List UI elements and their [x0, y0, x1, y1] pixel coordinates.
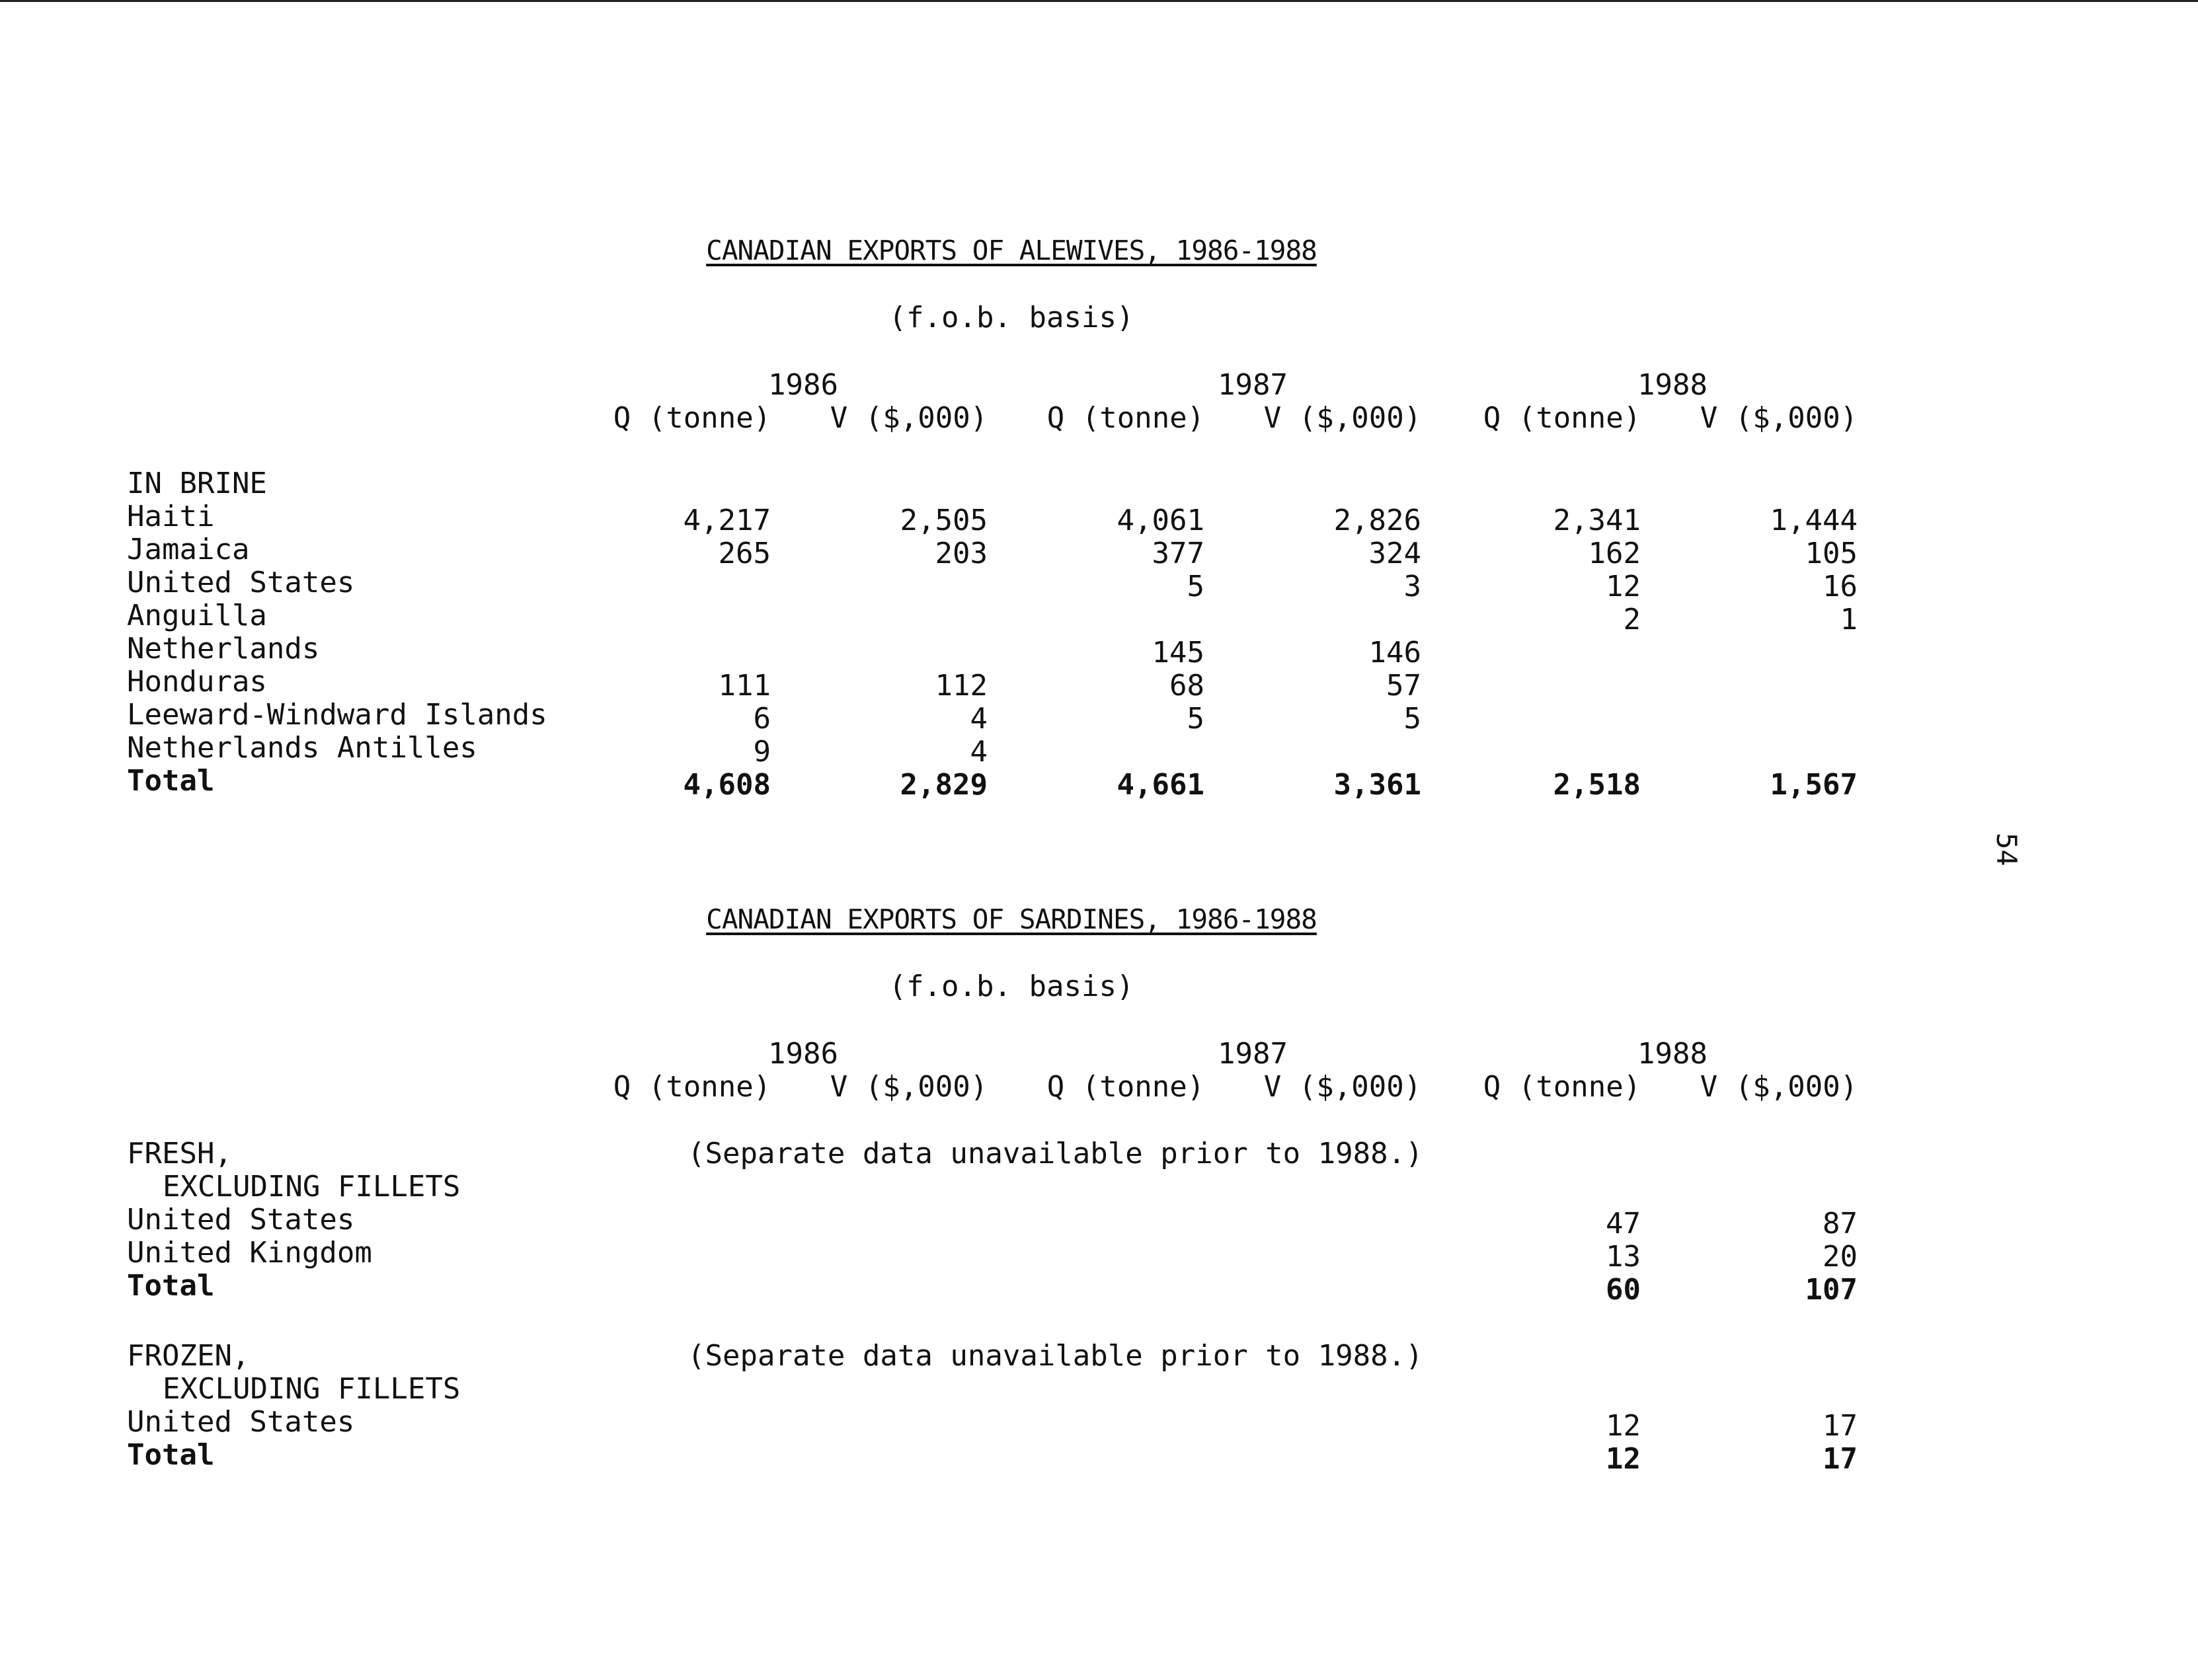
sardines-fresh-label: FRESH,: [127, 1137, 232, 1170]
sardines-fresh-cell: 13: [1606, 1240, 1641, 1274]
alewives-cell: 4: [970, 735, 988, 769]
alewives-cell: 2,341: [1553, 504, 1641, 537]
alewives-cell: 112: [935, 669, 988, 703]
alewives-cell: 1: [1840, 603, 1858, 636]
alewives-q-header-1988: Q (tonne): [1483, 401, 1641, 435]
alewives-cell: 5: [1187, 702, 1204, 736]
sardines-fresh-total-label: Total: [127, 1269, 215, 1303]
sardines-v-header-1988: V ($,000): [1700, 1070, 1858, 1104]
sardines-subtitle: (f.o.b. basis): [888, 970, 1134, 1003]
sardines-fresh-row-label: United States: [127, 1203, 355, 1237]
alewives-row-label: Leeward-Windward Islands: [127, 698, 547, 732]
sardines-fresh-total-cell: 60: [1606, 1273, 1641, 1307]
sardines-v-header-1987: V ($,000): [1263, 1070, 1422, 1104]
sardines-frozen-total-label: Total: [127, 1438, 215, 1472]
alewives-cell: 9: [753, 735, 771, 769]
alewives-cell: 1,444: [1770, 504, 1858, 537]
sardines-year-1987: 1987: [1218, 1037, 1288, 1071]
sardines-fresh-cell: 47: [1606, 1207, 1641, 1241]
alewives-subtitle: (f.o.b. basis): [888, 301, 1134, 334]
sardines-frozen-cell: 12: [1606, 1409, 1641, 1443]
alewives-row-label: Honduras: [127, 665, 267, 699]
sardines-q-header-1988: Q (tonne): [1483, 1070, 1641, 1104]
alewives-cell: 324: [1368, 537, 1421, 570]
alewives-total-cell: 3,361: [1333, 768, 1421, 802]
alewives-row-label: Netherlands: [127, 632, 320, 666]
alewives-cell: 3: [1403, 570, 1421, 603]
sardines-year-1986: 1986: [768, 1037, 838, 1071]
alewives-cell: 12: [1606, 570, 1641, 603]
alewives-year-1986: 1986: [768, 368, 838, 402]
alewives-cell: 4: [970, 702, 988, 736]
alewives-cell: 203: [935, 537, 988, 570]
alewives-q-header-1987: Q (tonne): [1046, 401, 1205, 435]
alewives-cell: 6: [753, 702, 771, 736]
alewives-v-header-1988: V ($,000): [1700, 401, 1858, 435]
alewives-cell: 5: [1187, 570, 1204, 603]
alewives-cell: 57: [1386, 669, 1421, 703]
alewives-q-header-1986: Q (tonne): [613, 401, 771, 435]
page-number: 54: [1990, 833, 2023, 866]
sardines-v-header-1986: V ($,000): [830, 1070, 988, 1104]
sardines-fresh-note: (Separate data unavailable prior to 1988.): [687, 1137, 1423, 1170]
sardines-fresh-sublabel: EXCLUDING FILLETS: [163, 1170, 461, 1203]
sardines-title: CANADIAN EXPORTS OF SARDINES, 1986-1988: [706, 903, 1317, 935]
sardines-q-header-1987: Q (tonne): [1046, 1070, 1205, 1104]
sardines-fresh-row-label: United Kingdom: [127, 1236, 372, 1270]
sardines-frozen-total-cell: 17: [1823, 1442, 1858, 1476]
sardines-year-1988: 1988: [1637, 1037, 1707, 1071]
alewives-cell: 162: [1588, 537, 1641, 570]
alewives-cell: 16: [1823, 570, 1858, 603]
alewives-cell: 4,217: [683, 504, 771, 537]
top-border-line: [0, 0, 2198, 2]
sardines-frozen-total-cell: 12: [1606, 1442, 1641, 1476]
alewives-cell: 2: [1623, 603, 1641, 636]
alewives-year-1987: 1987: [1218, 368, 1288, 402]
alewives-total-cell: 2,829: [900, 768, 988, 802]
alewives-cell: 145: [1152, 636, 1204, 669]
alewives-cell: 4,061: [1117, 504, 1204, 537]
alewives-title: CANADIAN EXPORTS OF ALEWIVES, 1986-1988: [706, 235, 1317, 266]
alewives-cell: 2,826: [1333, 504, 1421, 537]
alewives-cell: 146: [1368, 636, 1421, 669]
alewives-row-label: Netherlands Antilles: [127, 731, 477, 765]
alewives-total-cell: 2,518: [1553, 768, 1641, 802]
sardines-fresh-cell: 20: [1823, 1240, 1858, 1274]
alewives-cell: 105: [1805, 537, 1858, 570]
alewives-v-header-1987: V ($,000): [1263, 401, 1422, 435]
alewives-total-label: Total: [127, 764, 215, 798]
alewives-cell: 68: [1169, 669, 1204, 703]
alewives-total-cell: 4,608: [683, 768, 771, 802]
sardines-frozen-sublabel: EXCLUDING FILLETS: [163, 1372, 461, 1406]
alewives-row-label: Anguilla: [127, 599, 267, 632]
sardines-fresh-cell: 87: [1823, 1207, 1858, 1241]
alewives-section-label: IN BRINE: [127, 467, 267, 500]
sardines-fresh-total-cell: 107: [1805, 1273, 1858, 1307]
sardines-frozen-label: FROZEN,: [127, 1339, 250, 1373]
alewives-cell: 111: [718, 669, 771, 703]
alewives-year-1988: 1988: [1637, 368, 1707, 402]
alewives-row-label: Jamaica: [127, 533, 250, 566]
alewives-cell: 265: [718, 537, 771, 570]
sardines-frozen-note: (Separate data unavailable prior to 1988.): [687, 1339, 1423, 1373]
alewives-row-label: Haiti: [127, 500, 215, 533]
sardines-q-header-1986: Q (tonne): [613, 1070, 771, 1104]
alewives-cell: 5: [1403, 702, 1421, 736]
sardines-frozen-row-label: United States: [127, 1405, 355, 1439]
sardines-frozen-cell: 17: [1823, 1409, 1858, 1443]
alewives-v-header-1986: V ($,000): [830, 401, 988, 435]
alewives-row-label: United States: [127, 566, 355, 599]
alewives-cell: 377: [1152, 537, 1204, 570]
alewives-cell: 2,505: [900, 504, 988, 537]
alewives-total-cell: 1,567: [1770, 768, 1858, 802]
alewives-total-cell: 4,661: [1117, 768, 1204, 802]
